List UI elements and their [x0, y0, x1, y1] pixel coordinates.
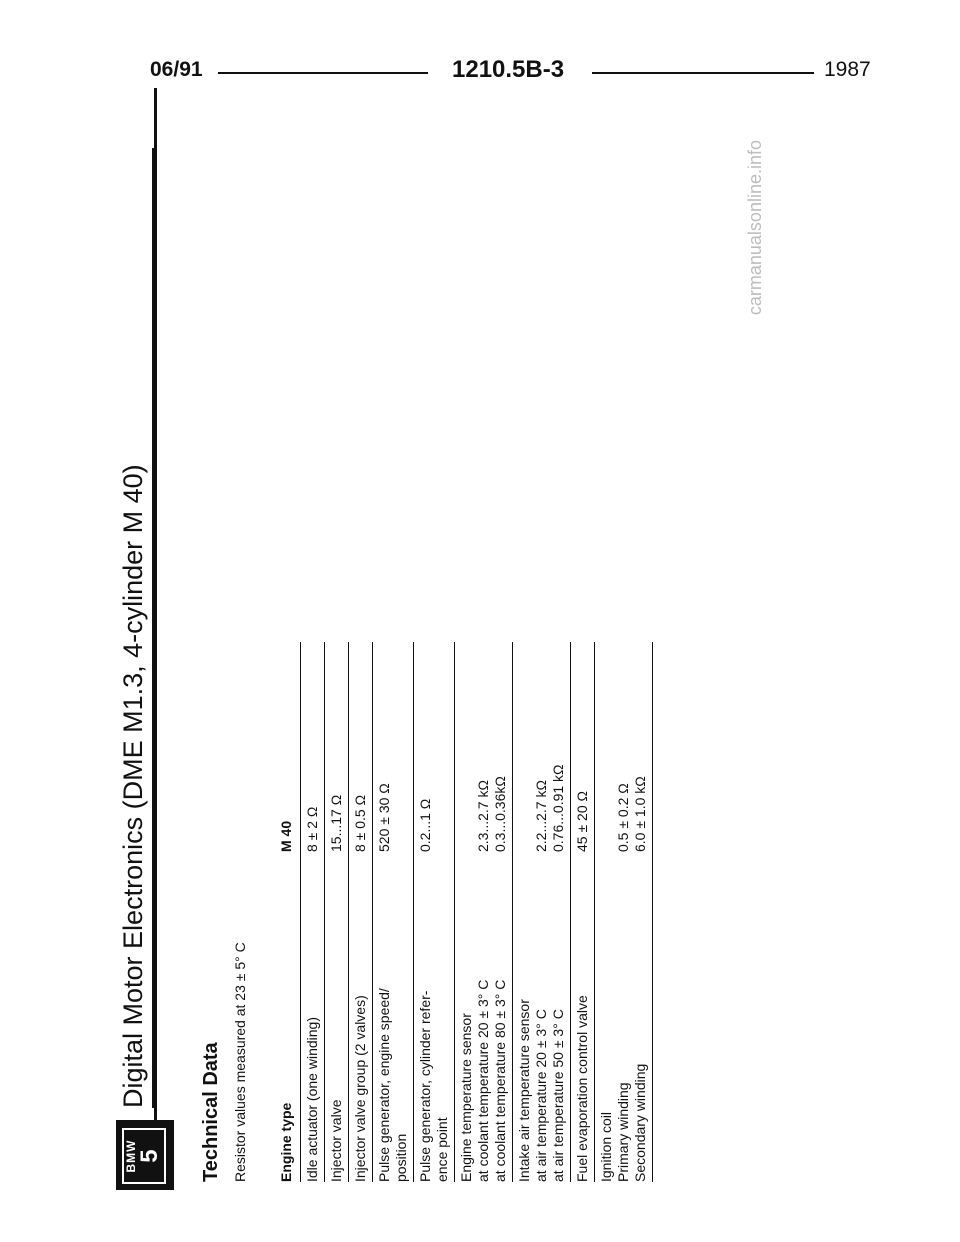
row-value-line: 0.3...0.36kΩ — [492, 776, 508, 852]
row-label — [373, 852, 414, 1182]
title-underline — [152, 148, 154, 1108]
row-label-line: at coolant temperature 20 ± 3° C — [475, 979, 491, 1182]
row-value — [455, 642, 513, 852]
row-value-line: 6.0 ± 1.0 kΩ — [632, 776, 648, 852]
table-row — [455, 642, 513, 1182]
logo-brand: BMW — [124, 1139, 138, 1173]
row-value — [301, 642, 325, 852]
row-label-line: Primary winding — [615, 1082, 631, 1182]
table-row — [513, 642, 571, 1182]
row-value-line — [458, 642, 475, 852]
header-rule-left — [218, 72, 428, 74]
header-date: 06/91 — [150, 58, 203, 81]
row-value — [349, 642, 373, 852]
table-row — [349, 642, 373, 1182]
table-row — [595, 642, 653, 1182]
row-value-line — [516, 642, 533, 852]
table-row — [325, 642, 349, 1182]
row-label-line: at coolant temperature 80 ± 3° C — [492, 979, 508, 1182]
row-value — [513, 642, 571, 852]
watermark: carmanualsonline.info — [745, 140, 765, 316]
row-label-line: Fuel evaporation control valve — [574, 995, 590, 1182]
header-page-code: 1210.5B-3 — [452, 56, 565, 83]
column-header-engine-type: Engine type — [278, 1102, 294, 1182]
row-label — [595, 852, 653, 1182]
technical-data-table — [278, 642, 653, 1182]
row-label — [455, 852, 513, 1182]
row-value — [571, 642, 595, 852]
table-row — [414, 642, 455, 1182]
row-value — [414, 642, 455, 852]
row-value-line: 520 ± 30 Ω — [376, 783, 392, 852]
row-label-line: at air temperature 20 ± 3° C — [533, 1009, 549, 1182]
row-label-line: Idle actuator (one winding) — [304, 1017, 320, 1182]
row-value-line: 0.76...0.91 kΩ — [550, 764, 566, 852]
row-label-line: Intake air temperature sensor — [516, 999, 532, 1182]
row-label — [325, 852, 349, 1182]
row-label-line: Injector valve group (2 valves) — [352, 995, 368, 1182]
row-label-line: Engine temperature sensor — [458, 1013, 474, 1182]
table-row — [373, 642, 414, 1182]
table-row — [571, 642, 595, 1182]
row-label-line: position — [393, 1133, 409, 1182]
column-header-m40: M 40 — [278, 820, 294, 852]
row-value-line: 8 ± 2 Ω — [304, 806, 320, 852]
row-value-line: 45 ± 20 Ω — [574, 791, 590, 852]
measurement-note: Resistor values measured at 23 ± 5° C — [232, 942, 248, 1182]
header-year: 1987 — [824, 58, 871, 81]
row-label — [301, 852, 325, 1182]
section-title: Technical Data — [200, 1042, 222, 1182]
row-label — [349, 852, 373, 1182]
logo-series: 5 — [136, 1149, 163, 1163]
row-label-line: at air temperature 50 ± 3° C — [550, 1009, 566, 1182]
row-value-line: 2.3...2.7 kΩ — [475, 780, 491, 852]
page-header — [0, 58, 960, 88]
row-label — [414, 852, 455, 1182]
row-label-line: Ignition coil — [598, 1111, 614, 1182]
row-label-line: Secondary winding — [632, 1063, 648, 1182]
table-body — [301, 642, 653, 1182]
header-rule-right — [592, 72, 814, 74]
row-value-line: 15...17 Ω — [328, 794, 344, 852]
row-label — [513, 852, 571, 1182]
row-value-line: 0.5 ± 0.2 Ω — [615, 783, 631, 852]
document-title: Digital Motor Electronics (DME M1.3, 4-cylinder M 40) — [118, 464, 148, 1108]
row-label-line: Pulse generator, engine speed/ — [376, 988, 392, 1182]
table-row — [301, 642, 325, 1182]
row-value-line: 2.2...2.7 kΩ — [533, 780, 549, 852]
row-label-line: Injector valve — [328, 1099, 344, 1182]
row-value — [325, 642, 349, 852]
row-value-line — [393, 642, 410, 852]
rotated-page-content — [100, 120, 780, 1190]
row-value — [373, 642, 414, 852]
row-value — [595, 642, 653, 852]
bmw-5-logo — [116, 1120, 174, 1190]
row-label-line: ence point — [434, 1117, 450, 1182]
row-value-line — [434, 642, 451, 852]
table-header-row — [278, 642, 301, 1182]
row-label — [571, 852, 595, 1182]
row-value-line: 0.2...1 Ω — [417, 798, 433, 852]
row-value-line: 8 ± 0.5 Ω — [352, 794, 368, 852]
row-label-line: Pulse generator, cylinder refer- — [417, 990, 433, 1182]
row-value-line — [598, 642, 615, 852]
